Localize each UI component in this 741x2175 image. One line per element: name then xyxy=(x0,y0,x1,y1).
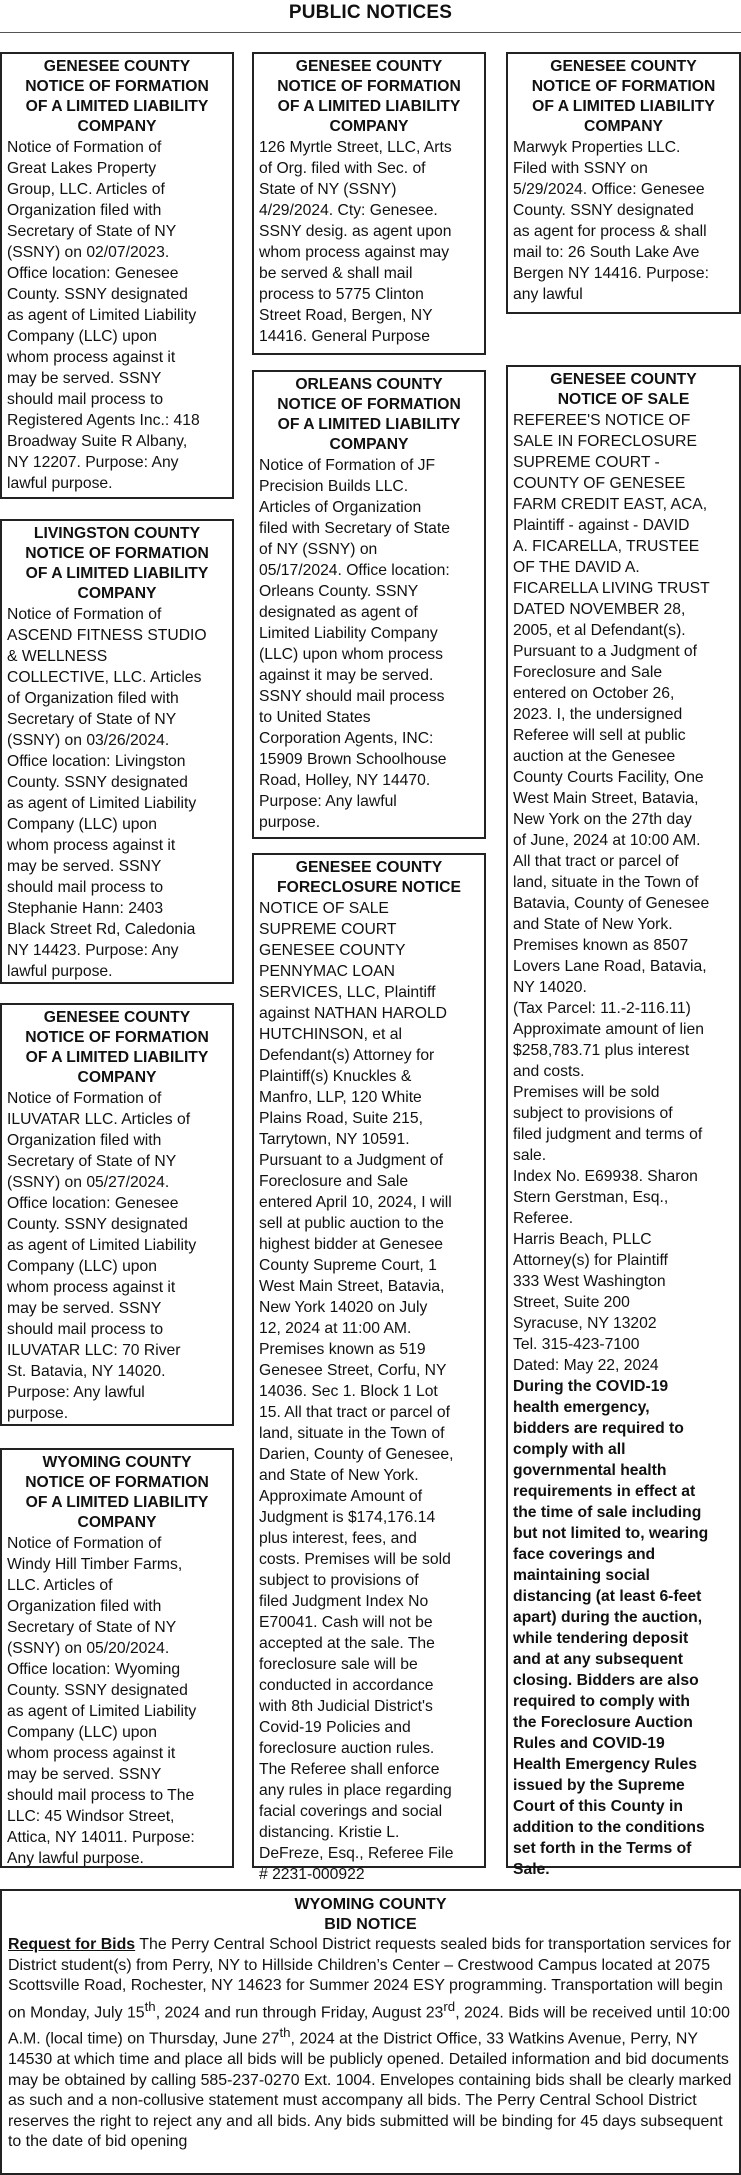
notice-body: Notice of Formation of ASCEND FITNESS STUDIO & WELLNESS COLLECTIVE, LLC. Articles of Organization filed with Secretary of State of NY (SSNY) on 03/26/2024. Office location: Livingston County. SSNY designated as agent of Limited Liability Company (LLC) upon whom process against it may be served. SSNY should mail process to Stephanie Hann: 2403 Black Street Rd, Caledonia NY 14423. Purpose: Any lawful purpose. xyxy=(7,606,207,980)
notice-title: ORLEANS COUNTY NOTICE OF FORMATION OF A LIMITED LIABILITY COMPANY xyxy=(277,376,461,453)
notice-body: Notice of Formation of Great Lakes Property Group, LLC. Articles of Organization filed with Secretary of State of NY (SSNY) on 02/07/2023. Office location: Genesee County. SSNY designated as agent of Limited Liability Company (LLC) upon whom process against it may be served. SSNY should mail process to Registered Agents Inc.: 418 Broadway Suite R Albany, NY 12207. Purpose: Any lawful purpose. xyxy=(7,139,200,492)
notice-title: GENESEE COUNTY FORECLOSURE NOTICE xyxy=(277,859,461,896)
notice-title: GENESEE COUNTY NOTICE OF FORMATION OF A LIMITED LIABILITY COMPANY xyxy=(531,58,716,135)
notice-body: Notice of Formation of JF Precision Builds LLC. Articles of Organization filed with Secretary of State of NY (SSNY) on 05/17/2024. Office location: Orleans County. SSNY designated as agent of Limited Liability Company (LLC) upon whom process against it may be served. SSNY should mail process to United States Corporation Agents, INC: 15909 Brown Schoolhouse Road, Holley, NY 14470. Purpose: Any lawful purpose. xyxy=(259,457,450,831)
notice-title: GENESEE COUNTY NOTICE OF SALE xyxy=(550,371,697,408)
notice-foreclosure xyxy=(252,853,486,1883)
notice-title: WYOMING COUNTY BID NOTICE xyxy=(294,1896,447,1933)
bid-sup-1: th xyxy=(144,1998,156,2014)
notice-myrtle xyxy=(252,52,486,355)
notice-covid-terms: During the COVID-19 health emergency, bidders are required to comply with all governmental health requirements in effect at the time of sale including but not limited to, wearing face coverings and maintaining social distancing (at least 6-feet apart) during the auction, while tendering deposit and at any subsequent closing. Bidders are also required to comply with the Foreclosure Auction Rules and COVID-19 Health Emergency Rules issued by the Supreme Court of this County in addition to the conditions set forth in the Terms of Sale. xyxy=(513,1378,709,1878)
bid-body xyxy=(8,1935,733,2153)
notice-title: GENESEE COUNTY NOTICE OF FORMATION OF A LIMITED LIABILITY COMPANY xyxy=(277,58,461,135)
notice-iluvatar xyxy=(0,1003,234,1426)
bid-text-4: , 2024 at the District Office, 33 Watkins Avenue, Perry, NY 14530 at which time and place all bids will be publicly opened. Detailed information and bid documents may be obtained by calling 585-237-0270 Ext. 1004. Envelopes containing bids shall be clearly marked as such and a non-collusive statement must accompany all bids. The Perry Central School District reserves the right to reject any and all bids. Any bids submitted will be binding for 45 days subsequent to the date of bid opening xyxy=(8,2030,732,2151)
bid-text-3: , 2024. Bids will be received until 10:00 A.M. (local time) on Thursday, June 27 xyxy=(8,2003,730,2048)
notice-great-lakes xyxy=(0,52,234,499)
bid-sup-3: th xyxy=(279,2025,291,2041)
bid-text-1: The Perry Central School District requests sealed bids for transportation services for District student(s) from Perry, NY to Hillside Children’s Center – Crestwood Campus located at 2075 Scottsville Road, Rochester, NY 14623 for Summer 2024 ESY programming. Transportation will begin on Monday, July 15 xyxy=(8,1936,732,2021)
notice-title: GENESEE COUNTY NOTICE OF FORMATION OF A LIMITED LIABILITY COMPANY xyxy=(25,1009,209,1086)
notice-windy-hill xyxy=(0,1448,234,1868)
notice-body: Marwyk Properties LLC. Filed with SSNY on 5/29/2024. Office: Genesee County. SSNY designated as agent for process & shall mail to: 26 South Lake Ave Bergen NY 14416. Purpose: any lawful xyxy=(513,139,709,303)
notice-bid xyxy=(0,1889,741,2175)
bid-text-2: , 2024 and run through Friday, August 23 xyxy=(155,2003,444,2021)
request-for-bids-label: Request for Bids xyxy=(8,1936,136,1953)
bid-sup-2: rd xyxy=(443,1998,456,2014)
page-title: PUBLIC NOTICES xyxy=(0,0,741,33)
notice-body: NOTICE OF SALE SUPREME COURT GENESEE COUNTY PENNYMAC LOAN SERVICES, LLC, Plaintiff against NATHAN HAROLD HUTCHINSON, et al Defendant(s) Attorney for Plaintiff(s) Knuckles & Manfro, LLP, 120 White Plains Road, Suite 215, Tarrytown, NY 10591. Pursuant to a Judgment of Foreclosure and Sale entered April 10, 2024, I will sell at public auction to the highest bidder at Genesee County Supreme Court, 1 West Main Street, Batavia, New York 14020 on July 12, 2024 at 11:00 AM. Premises known as 519 Genesee Street, Corfu, NY 14036. Sec 1. Block 1 Lot 15. All that tract or parcel of land, situate in the Town of Darien, County of Genesee, and State of New York. Approximate Amount of Judgment is $174,176.14 plus interest, fees, and costs. Premises will be sold subject to provisions of filed Judgment Index No E70041. Cash will not be accepted at the sale. The foreclosure sale will be conducted in accordance with 8th Judicial District's Covid-19 Policies and foreclosure auction rules. The Referee shall enforce any rules in place regarding facial coverings and social distancing. Kristie L. DeFreze, Esq., Referee File # 2231-000922 xyxy=(259,900,454,1883)
notice-sale xyxy=(506,365,741,1878)
notice-body: Notice of Formation of Windy Hill Timber Farms, LLC. Articles of Organization filed with Secretary of State of NY (SSNY) on 05/20/2024. Office location: Wyoming County. SSNY designated as agent of Limited Liability Company (LLC) upon whom process against it may be served. SSNY should mail process to The LLC: 45 Windsor Street, Attica, NY 14011. Purpose: Any lawful purpose. xyxy=(7,1535,197,1867)
notice-title: LIVINGSTON COUNTY NOTICE OF FORMATION OF A LIMITED LIABILITY COMPANY xyxy=(25,525,209,602)
notice-title: WYOMING COUNTY NOTICE OF FORMATION OF A LIMITED LIABILITY COMPANY xyxy=(25,1454,209,1531)
notice-marwyk xyxy=(506,52,741,314)
notice-title: GENESEE COUNTY NOTICE OF FORMATION OF A LIMITED LIABILITY COMPANY xyxy=(25,58,209,135)
notice-jf-precision xyxy=(252,370,486,839)
notice-ascend xyxy=(0,519,234,984)
notice-body: Notice of Formation of ILUVATAR LLC. Articles of Organization filed with Secretary of State of NY (SSNY) on 05/27/2024. Office location: Genesee County. SSNY designated as agent of Limited Liability Company (LLC) upon whom process against it may be served. SSNY should mail process to ILUVATAR LLC: 70 River St. Batavia, NY 14020. Purpose: Any lawful purpose. xyxy=(7,1090,197,1422)
notice-body: 126 Myrtle Street, LLC, Arts of Org. filed with Sec. of State of NY (SSNY) 4/29/2024. Cty: Genesee. SSNY desig. as agent upon whom process against may be served & shall mail process to 5775 Clinton Street Road, Bergen, NY 14416. General Purpose xyxy=(259,139,452,345)
notice-body: REFEREE'S NOTICE OF SALE IN FORECLOSURE SUPREME COURT - COUNTY OF GENESEE FARM CREDIT EAST, ACA, Plaintiff - against - DAVID A. FICARELLA, TRUSTEE OF THE DAVID A. FICARELLA LIVING TRUST DATED NOVEMBER 28, 2005, et al Defendant(s). Pursuant to a Judgment of Foreclosure and Sale entered on October 26, 2023. I, the undersigned Referee will sell at public auction at the Genesee County Courts Facility, One West Main Street, Batavia, New York on the 27th day of June, 2024 at 10:00 AM. All that tract or parcel of land, situate in the Town of Batavia, County of Genesee and State of New York. Premises known as 8507 Lovers Lane Road, Batavia, NY 14020. (Tax Parcel: 11.-2-116.11) Approximate amount of lien $258,783.71 plus interest and costs. Premises will be sold subject to provisions of filed judgment and terms of sale. Index No. E69938. Sharon Stern Gerstman, Esq., Referee. Harris Beach, PLLC Attorney(s) for Plaintiff 333 West Washington Street, Suite 200 Syracuse, NY 13202 Tel. 315-423-7100 Dated: May 22, 2024 xyxy=(513,412,710,1374)
